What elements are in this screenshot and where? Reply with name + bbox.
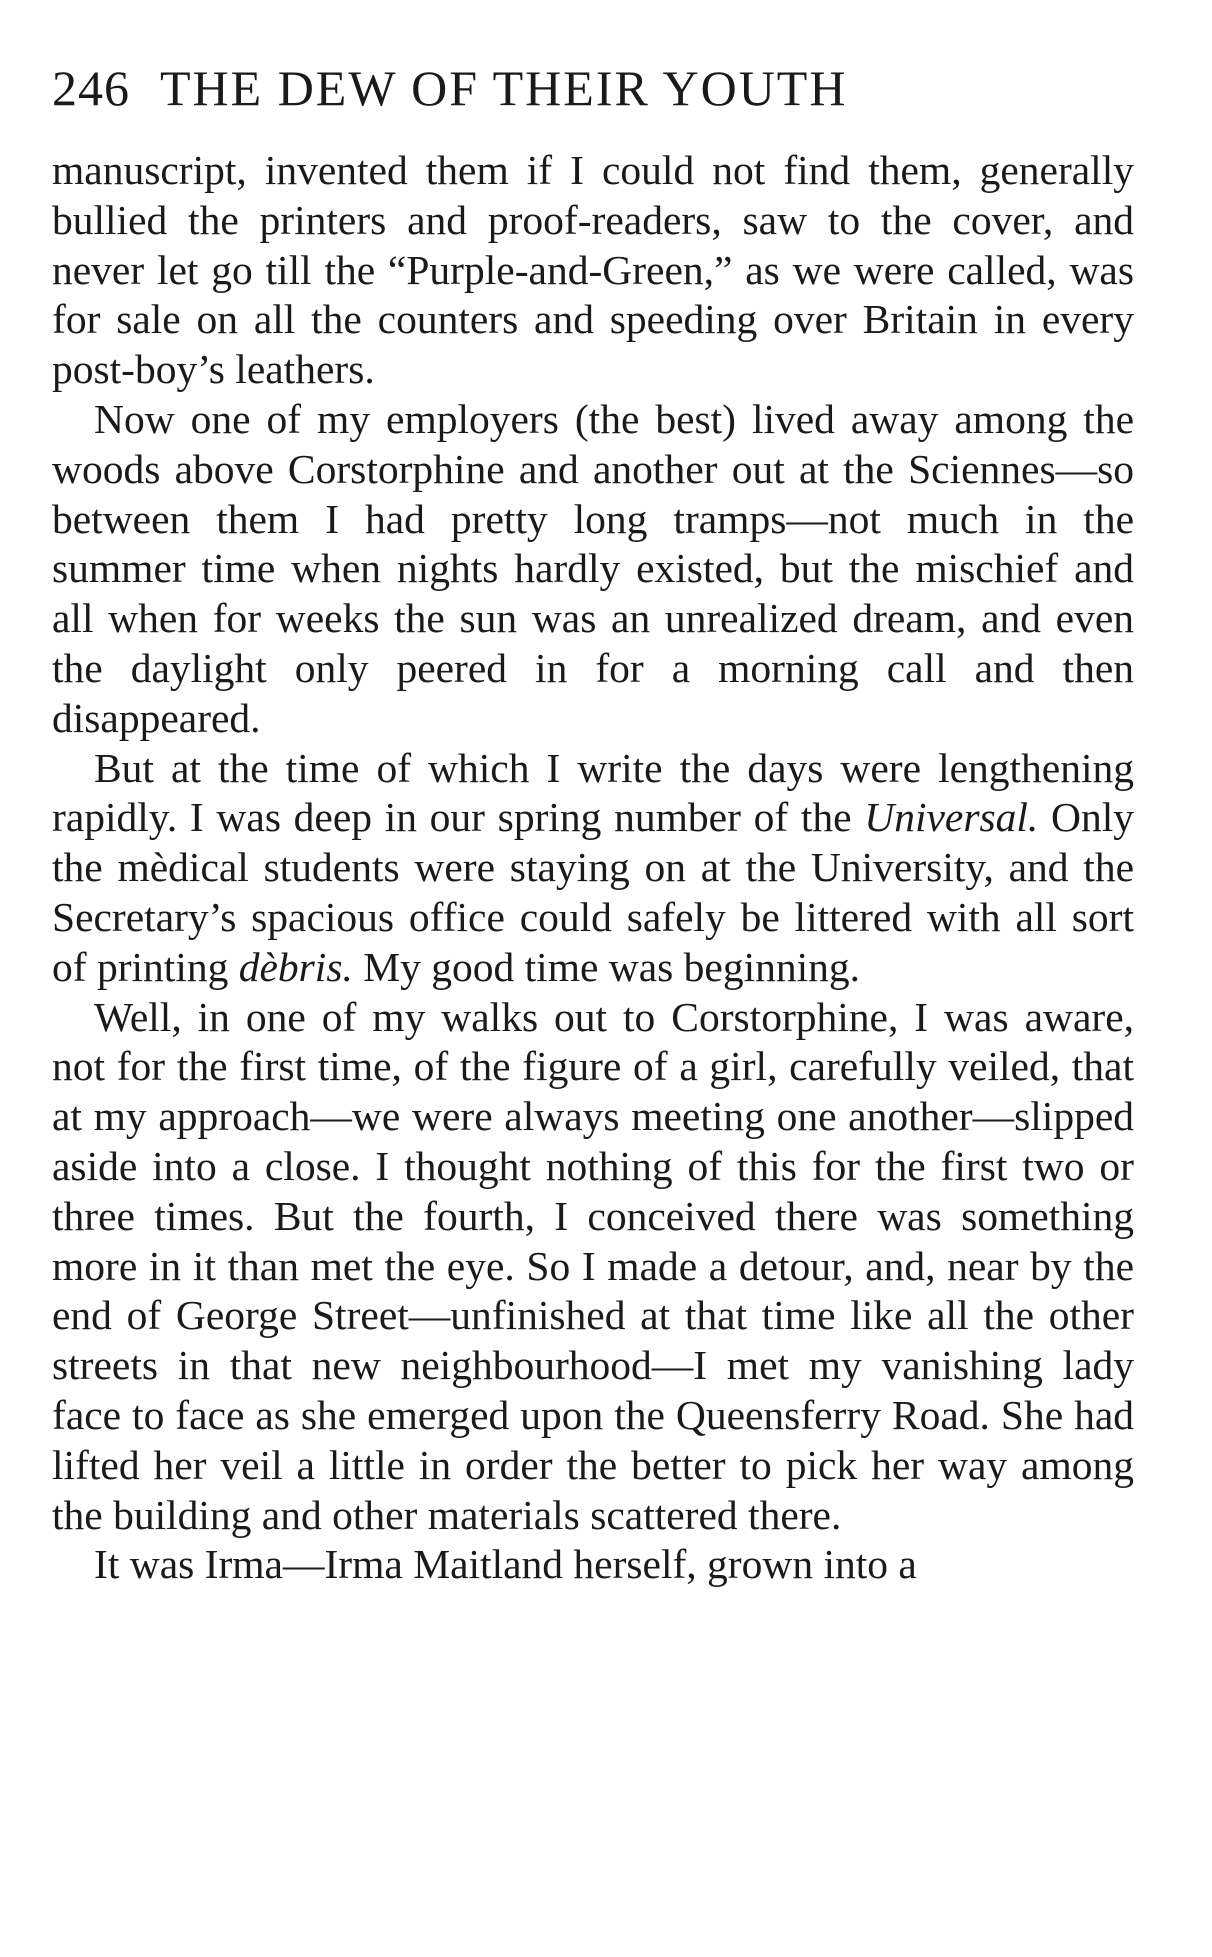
paragraph-1 (52, 146, 1134, 395)
paragraph-text: manuscript, invented them if I could not find them, generally bullied the printers and proof-readers, saw to the cover, and never let go till the “Purple-and-Green,” as we were called, was for sale on all the counters and speeding over Britain in every post-boy’s leathers. (52, 147, 1134, 393)
paragraph-text: Only the mèdical students were staying on at the University, and the Secretary’s spacious office could safely be littered with all sort of printing (52, 794, 1134, 990)
paragraph-5 (52, 1540, 1134, 1590)
running-head (52, 56, 1134, 120)
page-number: 246 (52, 60, 130, 116)
paragraph-text: Well, in one of my walks out to Corstorphine, I was aware, not for the first time, of the figure of a girl, carefully veiled, that at my approach—we were always meeting one another—slipped aside into a close. I thought nothing of this for the first two or three times. But the fourth, I conceived there was something more in it than met the eye. So I made a detour, and, near by the end of George Street—unfinished at that time like all the other streets in that new neighbourhood—I met my vanishing lady face to face as she emerged upon the Queensferry Road. She had lifted her veil a little in order the better to pick her way among the building and other materials scattered there. (52, 993, 1134, 1538)
book-page (52, 56, 1134, 1590)
body-text (52, 146, 1134, 1590)
running-title: THE DEW OF THEIR YOUTH (160, 60, 848, 116)
paragraph-text: It was Irma—Irma Maitland herself, grown into a (94, 1541, 917, 1588)
paragraph-text: Now one of my employers (the best) lived away among the woods above Corstorphine and another out at the Sciennes—so between them I had pretty long tramps—not much in the summer time when nights hardly existed, but the mischief and all when for weeks the sun was an unrealized dream, and even the daylight only peered in for a morning call and then disappeared. (52, 395, 1134, 741)
paragraph-4 (52, 993, 1134, 1541)
italic-title: Universal. (864, 794, 1039, 841)
italic-word: dèbris. (238, 943, 353, 990)
paragraph-3 (52, 744, 1134, 993)
paragraph-text: My good time was beginning. (352, 943, 861, 990)
paragraph-2 (52, 395, 1134, 744)
paragraph-text: But at the time of which I write the days were lengthening rapidly. I was deep in our spring number of the (52, 744, 1134, 841)
